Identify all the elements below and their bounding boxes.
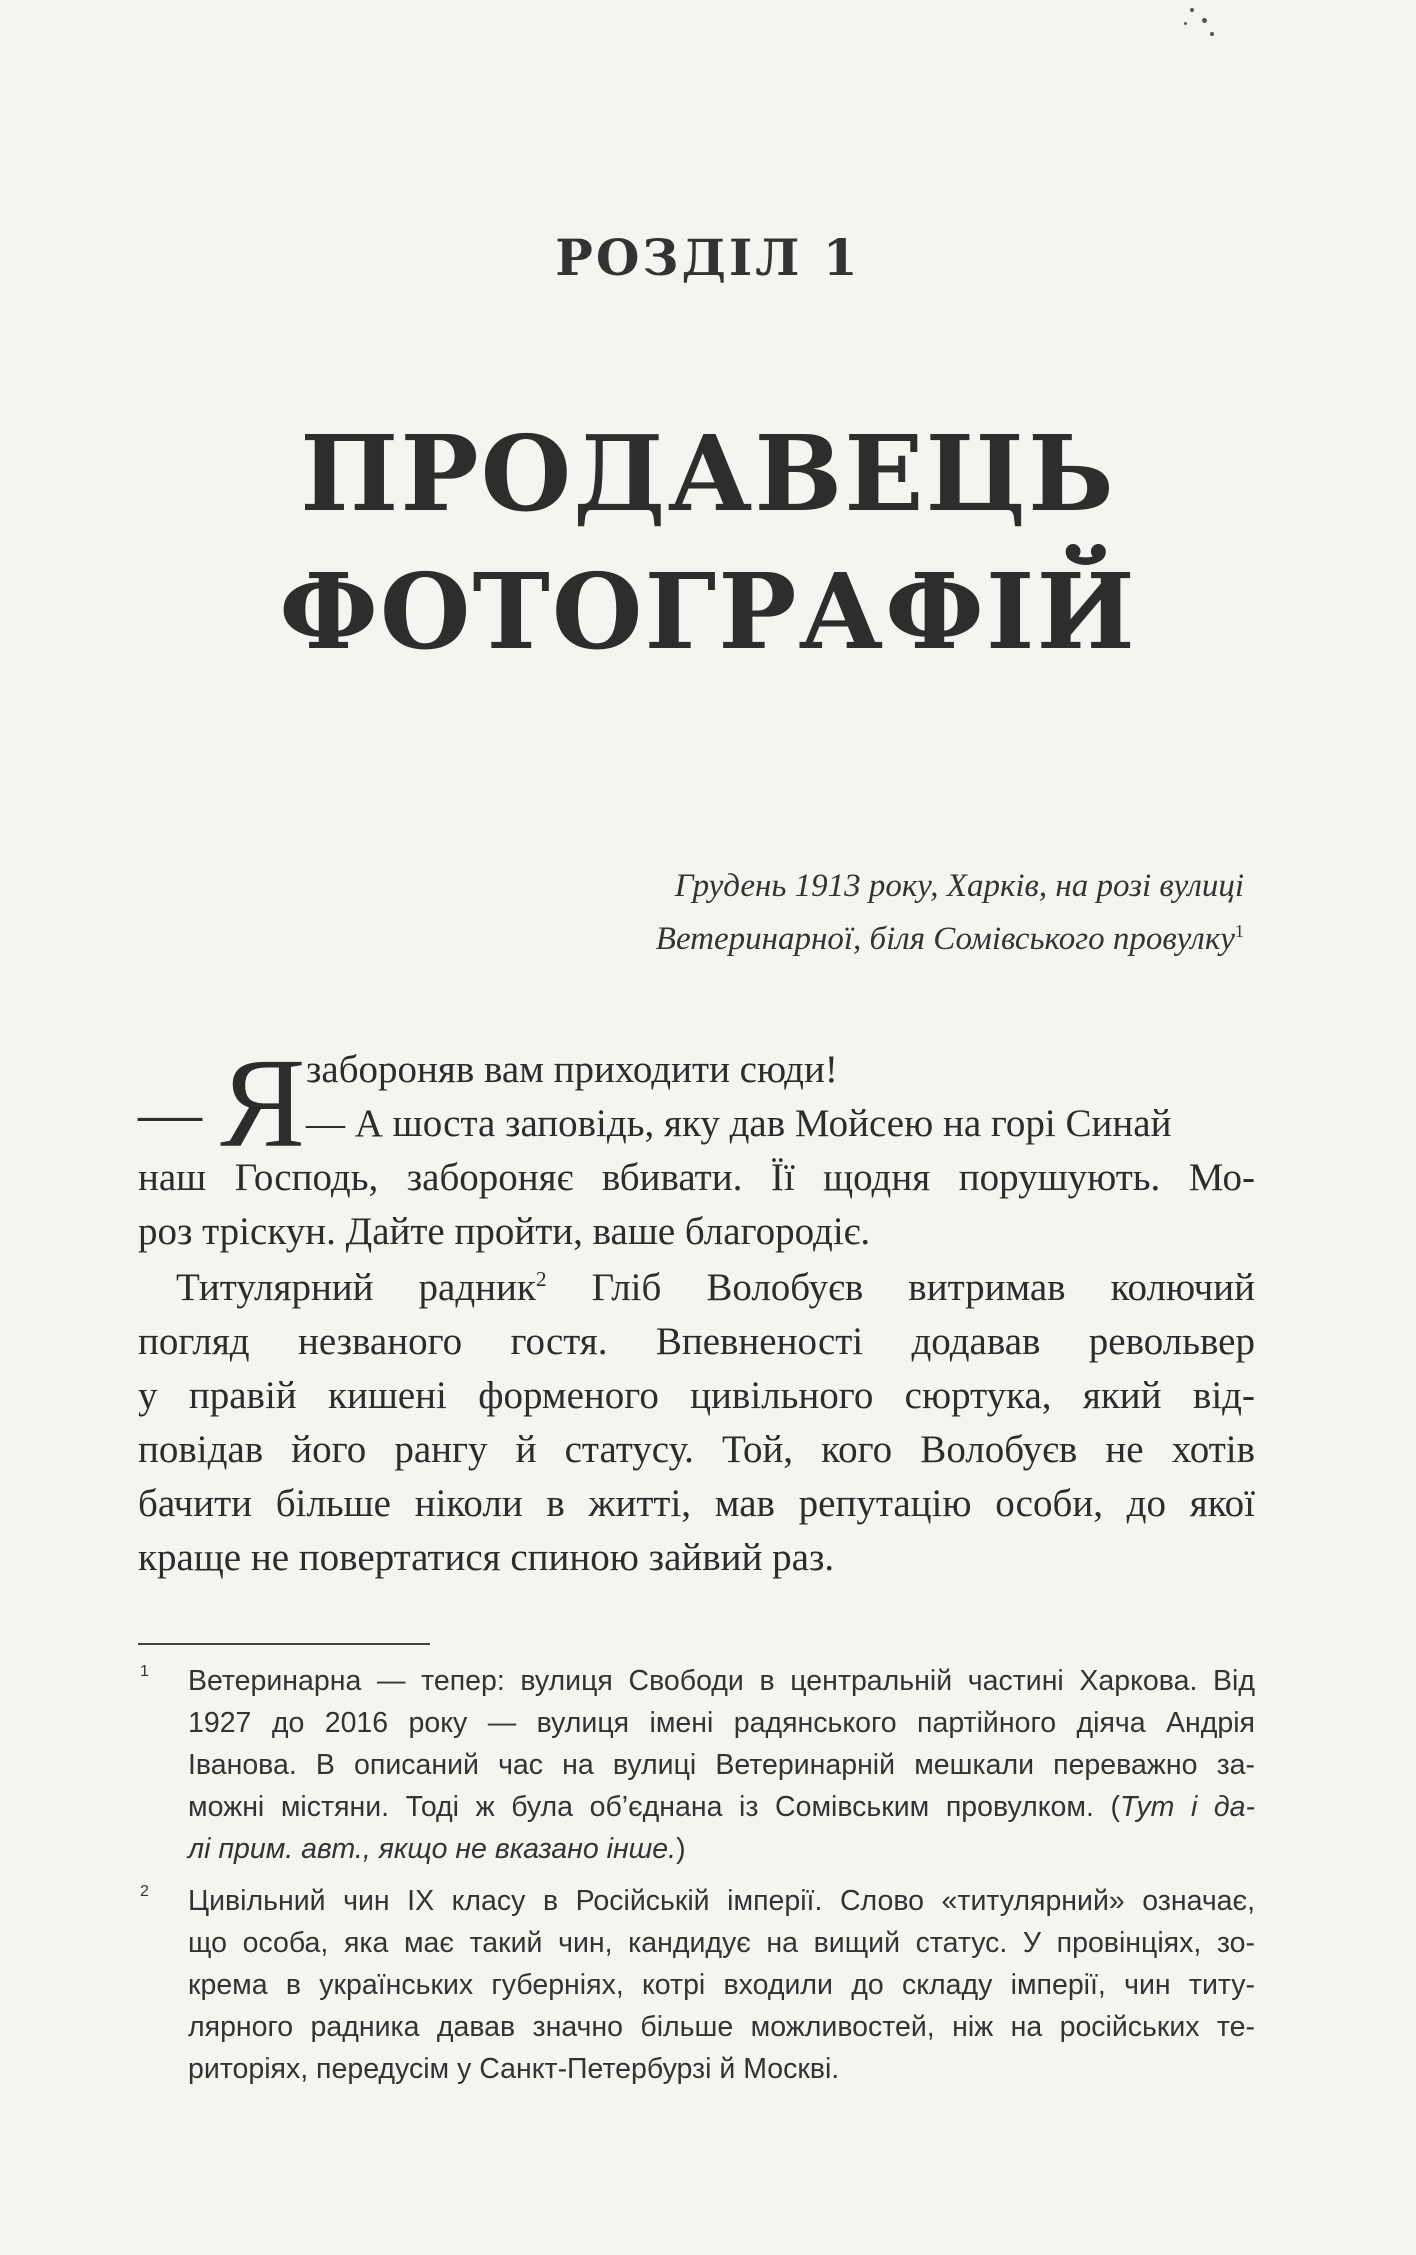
drop-line-1: забороняв вам приходити сюди! (306, 1048, 838, 1091)
footnote-line: Цивільний чин IX класу в Російській імперії. Слово «титулярний» означає, (188, 1885, 1255, 1917)
footnote-line: риторіях, передусім у Санкт-Петербурзі й Москві. (188, 2053, 840, 2085)
print-specks (1180, 4, 1220, 44)
footnote-number: 1 (140, 1663, 149, 1680)
footnote-text: можні містяни. Тоді ж була об’єднана із Сомівським провулком. ( (188, 1791, 1120, 1823)
paragraph-line: краще не повертатися спиною зайвий раз. (138, 1536, 835, 1579)
footnote-line: що особа, яка має такий чин, кандидує на вищий статус. У провінціях, зо- (188, 1927, 1255, 1959)
speck (1210, 32, 1214, 36)
footnote-ref-2: 2 (535, 1267, 547, 1291)
footnote-line (188, 1828, 1255, 1870)
paragraph-line: бачити більше ніколи в житті, мав репутацію особи, до якої (138, 1482, 1255, 1525)
epigraph-line-2: Ветеринарної, біля Сомівського провулку (655, 921, 1235, 957)
footnote-line: Іванова. В описаний час на вулиці Ветеринарній мешкали переважно за- (188, 1749, 1255, 1781)
footnote-divider (138, 1643, 430, 1645)
footnote-line: крема в українських губерніях, котрі входили до складу імперії, чин титу- (188, 1969, 1255, 2001)
footnote-line: Ветеринарна — тепер: вулиця Свободи в центральній частині Харкова. Від (188, 1665, 1255, 1697)
drop-cap-block (138, 1032, 1255, 1174)
footnote-line: лярного радника давав значно більше можливостей, ніж на російських те- (188, 2011, 1255, 2043)
body-text (138, 1032, 1255, 1585)
paragraph-line (138, 1261, 1255, 1315)
paragraph-line: наш Господь, забороняє вбивати. Її щодня порушують. Мо- (138, 1156, 1255, 1199)
paragraph-line: роз тріскун. Дайте пройти, ваше благородіє. (138, 1210, 871, 1253)
para2-first-rest: Гліб Волобуєв витримав колючий (546, 1266, 1255, 1309)
epigraph-line-2-wrap (656, 913, 1244, 966)
paragraph-line: повідав його рангу й статусу. Той, кого Волобуєв не хотів (138, 1428, 1255, 1471)
para2-start: Титулярний радник (176, 1266, 536, 1309)
footnote-text: ) (676, 1833, 686, 1865)
drop-cap: Я (220, 1032, 306, 1174)
footnote-2 (138, 1880, 1255, 2090)
drop-line-2: — А шоста заповідь, яку дав Мойсею на горі Синай (306, 1102, 1172, 1145)
chapter-number: РОЗДІЛ 1 (555, 228, 861, 287)
footnote-line (188, 1786, 1255, 1828)
footnotes (138, 1660, 1255, 2100)
speck (1190, 8, 1194, 12)
footnote-number: 2 (140, 1883, 149, 1900)
chapter-title-line-1: ПРОДАВЕЦЬ (300, 412, 1116, 535)
footnote-line: 1927 до 2016 року — вулиця імені радянського партійного діяча Андрія (188, 1707, 1255, 1739)
chapter-title (0, 405, 1416, 681)
footnote-1 (138, 1660, 1255, 1870)
footnote-ref-1: 1 (1234, 921, 1244, 941)
speck (1202, 18, 1207, 23)
footnote-italic: Тут і да- (1119, 1791, 1255, 1823)
footnote-italic: лі прим. авт., якщо не вказано інше. (188, 1833, 677, 1865)
speck (1184, 22, 1187, 25)
paragraph-line: погляд незваного гостя. Впевненості додавав револьвер (138, 1320, 1255, 1363)
paragraph-line: у правій кишені форменого цивільного сюртука, який від- (138, 1374, 1255, 1417)
epigraph (656, 860, 1244, 966)
epigraph-line-1: Грудень 1913 року, Харків, на розі вулиці (674, 868, 1244, 904)
chapter-title-line-2: ФОТОГРАФІЙ (279, 550, 1137, 673)
dialogue-dash: — (138, 1077, 202, 1148)
